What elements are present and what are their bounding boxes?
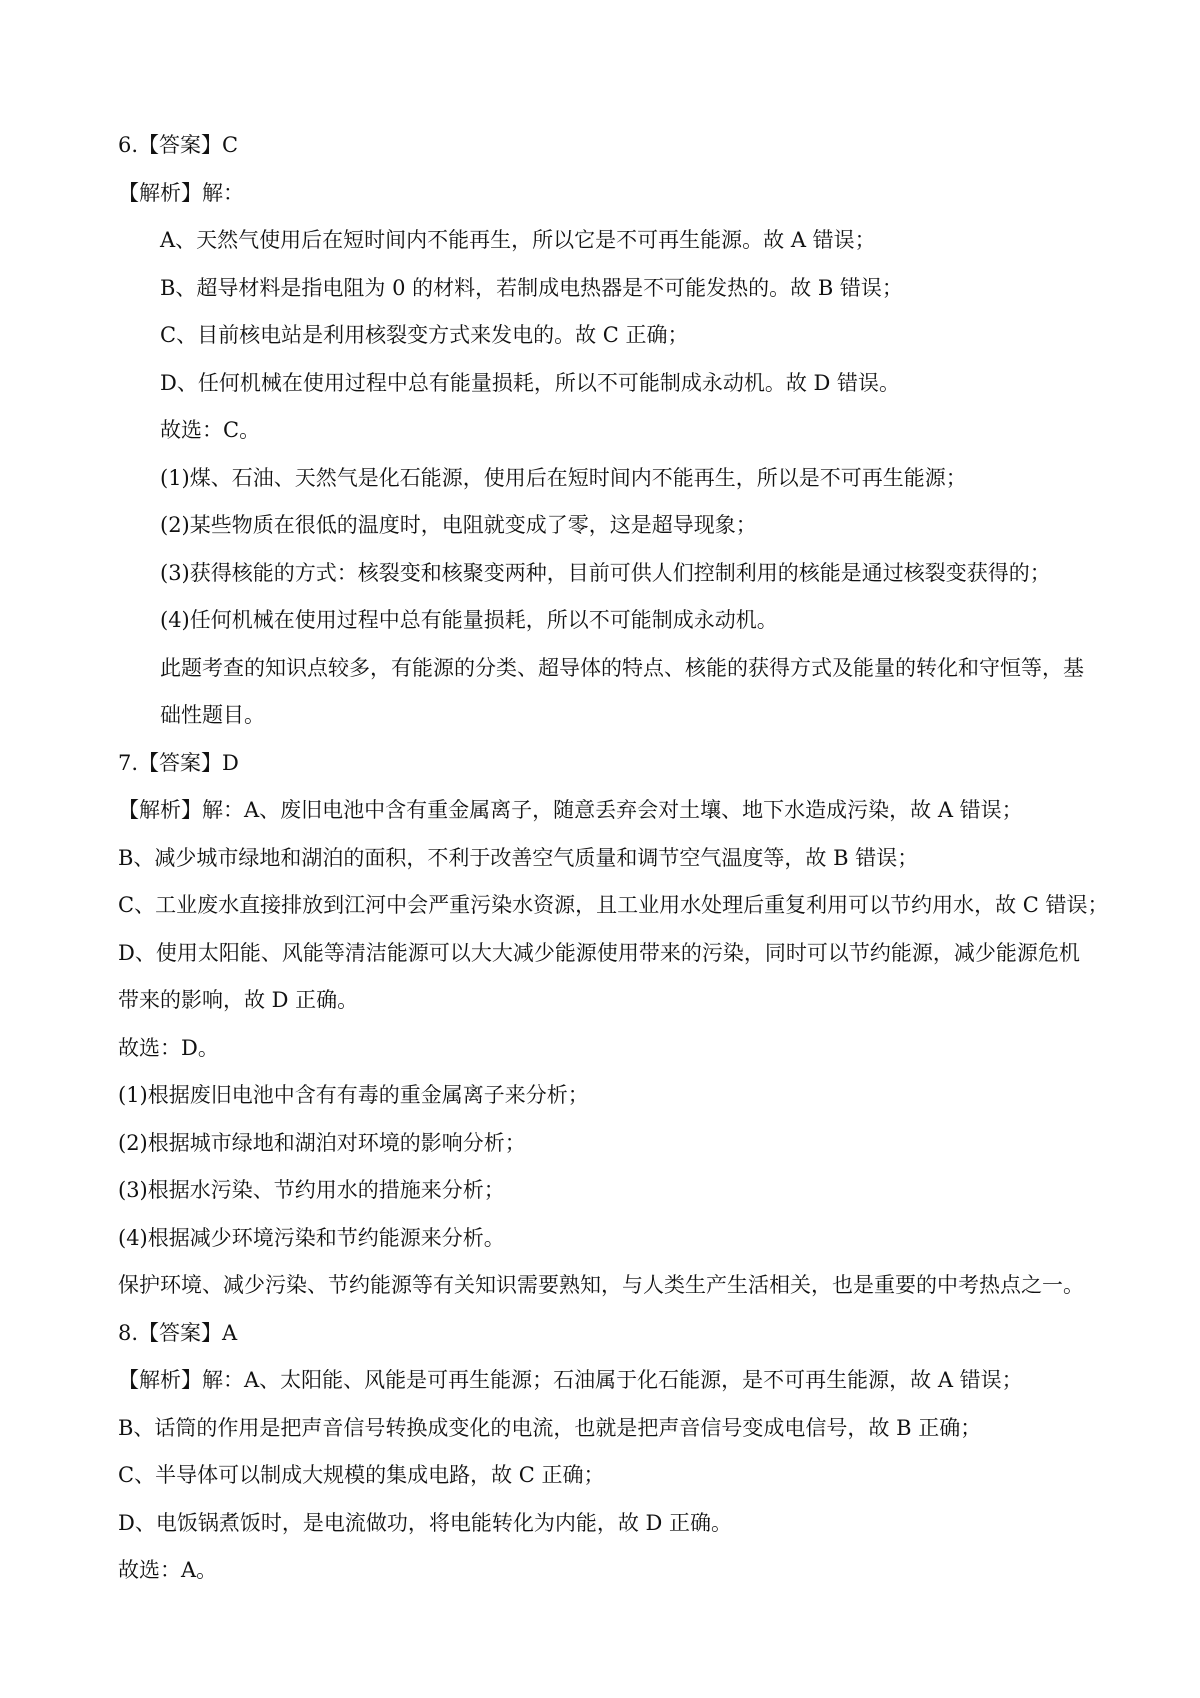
text-line: (4)任何机械在使用过程中总有能量损耗，所以不可能制成永动机。: [160, 608, 778, 632]
text-line: (4)根据减少环境污染和节约能源来分析。: [118, 1225, 505, 1250]
text-line: 【解析】解：A、废旧电池中含有重金属离子，随意丢弃会对土壤、地下水造成污染，故 A 错误；: [118, 798, 1023, 822]
text-line: (1)根据废旧电池中含有有毒的重金属离子来分析；: [118, 1083, 589, 1107]
text-line: 8.【答案】A: [118, 1320, 238, 1345]
text-line: (3)根据水污染、节约用水的措施来分析；: [118, 1178, 505, 1202]
text-line: D、任何机械在使用过程中总有能量损耗，所以不可能制成永动机。故 D 错误。: [160, 370, 901, 395]
text-line: (2)某些物质在很低的温度时，电阻就变成了零，这是超导现象；: [160, 513, 757, 537]
text-line: C、目前核电站是利用核裂变方式来发电的。故 C 正确；: [160, 323, 689, 347]
text-line: 故选：C。: [160, 418, 261, 442]
text-line: 故选：A。: [118, 1558, 218, 1582]
text-line: 7.【答案】D: [118, 750, 239, 775]
text-line: C、工业废水直接排放到江河中会严重污染水资源，且工业用水处理后重复利用可以节约用水，故 C 错误；: [118, 893, 1109, 917]
text-line: D、电饭锅煮饭时，是电流做功，将电能转化为内能，故 D 正确。: [118, 1510, 733, 1535]
text-line: 【解析】解：A、太阳能、风能是可再生能源；石油属于化石能源，是不可再生能源，故 A 错误；: [118, 1368, 1023, 1392]
text-line: 保护环境、减少污染、节约能源等有关知识需要熟知，与人类生产生活相关，也是重要的中考热点之一。: [118, 1273, 1084, 1297]
text-line: 带来的影响，故 D 正确。: [118, 988, 359, 1012]
text-line: (1)煤、石油、天然气是化石能源，使用后在短时间内不能再生，所以是不可再生能源；: [160, 465, 967, 490]
text-line: A、天然气使用后在短时间内不能再生，所以它是不可再生能源。故 A 错误；: [160, 228, 876, 252]
text-line: 故选：D。: [118, 1035, 219, 1060]
text-line: 6.【答案】C: [118, 133, 239, 157]
text-line: B、减少城市绿地和湖泊的面积，不利于改善空气质量和调节空气温度等，故 B 错误；: [118, 845, 919, 870]
text-line: 此题考查的知识点较多，有能源的分类、超导体的特点、核能的获得方式及能量的转化和守恒等，基: [160, 655, 1084, 680]
text-line: 础性题目。: [160, 703, 265, 727]
text-line: (2)根据城市绿地和湖泊对环境的影响分析；: [118, 1130, 526, 1155]
text-line: 【解析】解：: [118, 180, 244, 205]
answer-text: [0, 122, 1200, 1595]
text-line: D、使用太阳能、风能等清洁能源可以大大减少能源使用带来的污染，同时可以节约能源，减少能源危机: [118, 940, 1080, 965]
text-line: (3)获得核能的方式：核裂变和核聚变两种，目前可供人们控制利用的核能是通过核裂变获得的；: [160, 560, 1051, 585]
text-line: B、话筒的作用是把声音信号转换成变化的电流，也就是把声音信号变成电信号，故 B 正确；: [118, 1415, 982, 1440]
text-line: B、超导材料是指电阻为 0 的材料，若制成电热器是不可能发热的。故 B 错误；: [160, 275, 903, 300]
text-line: C、半导体可以制成大规模的集成电路，故 C 正确；: [118, 1463, 605, 1487]
